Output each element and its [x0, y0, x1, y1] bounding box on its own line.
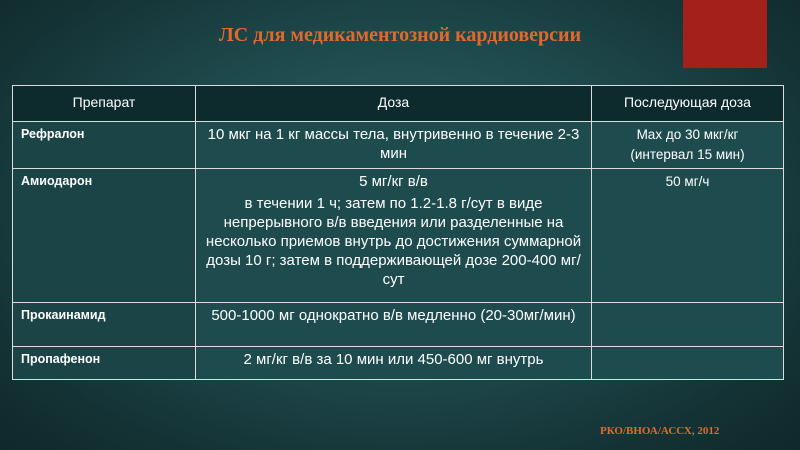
header-next-dose: Последующая доза — [592, 86, 784, 122]
next-dose-cell — [592, 347, 784, 380]
next-dose-text: 50 мг/ч — [665, 174, 710, 189]
drug-name: Прокаинамид — [13, 303, 196, 347]
next-dose-cell — [592, 169, 784, 303]
next-dose-cell — [592, 122, 784, 169]
table-row — [13, 169, 784, 303]
dose-text: в течении 1 ч; затем по 1.2-1.8 г/сут в виде непрерывного в/в введения или разделенные на несколько приемов внутрь до достижения суммарной дозы 10 г; затем в поддерживающей дозе 200-400 мг/сут — [205, 195, 582, 288]
table-row — [13, 122, 784, 169]
table-header-row — [13, 86, 784, 122]
dose-text: 500-1000 мг однократно в/в медленно (20-30мг/мин) — [211, 307, 576, 324]
dose-text: 5 мг/кг в/в — [359, 173, 428, 190]
dose-cell — [196, 347, 592, 380]
header-drug: Препарат — [13, 86, 196, 122]
table-row — [13, 347, 784, 380]
dose-text: 10 мкг на 1 кг массы тела, внутривенно в течение 2-3 мин — [207, 126, 580, 162]
source-citation: РКО/ВНОА/АССХ, 2012 — [600, 425, 720, 437]
drug-name: Пропафенон — [13, 347, 196, 380]
dose-cell — [196, 303, 592, 347]
drug-table — [12, 85, 784, 380]
dose-cell — [196, 169, 592, 303]
slide-title: ЛС для медикаментозной кардиоверсии — [218, 24, 582, 46]
next-dose-cell — [592, 303, 784, 347]
next-dose-text: Max до 30 мкг/кг — [636, 127, 739, 142]
dose-text: 2 мг/кг в/в за 10 мин или 450-600 мг внутрь — [243, 351, 544, 368]
drug-name: Амиодарон — [13, 169, 196, 303]
header-dose: Доза — [196, 86, 592, 122]
drug-name: Рефралон — [13, 122, 196, 169]
table-row — [13, 303, 784, 347]
next-dose-text: (интервал 15 мин) — [630, 147, 745, 162]
dose-cell — [196, 122, 592, 169]
